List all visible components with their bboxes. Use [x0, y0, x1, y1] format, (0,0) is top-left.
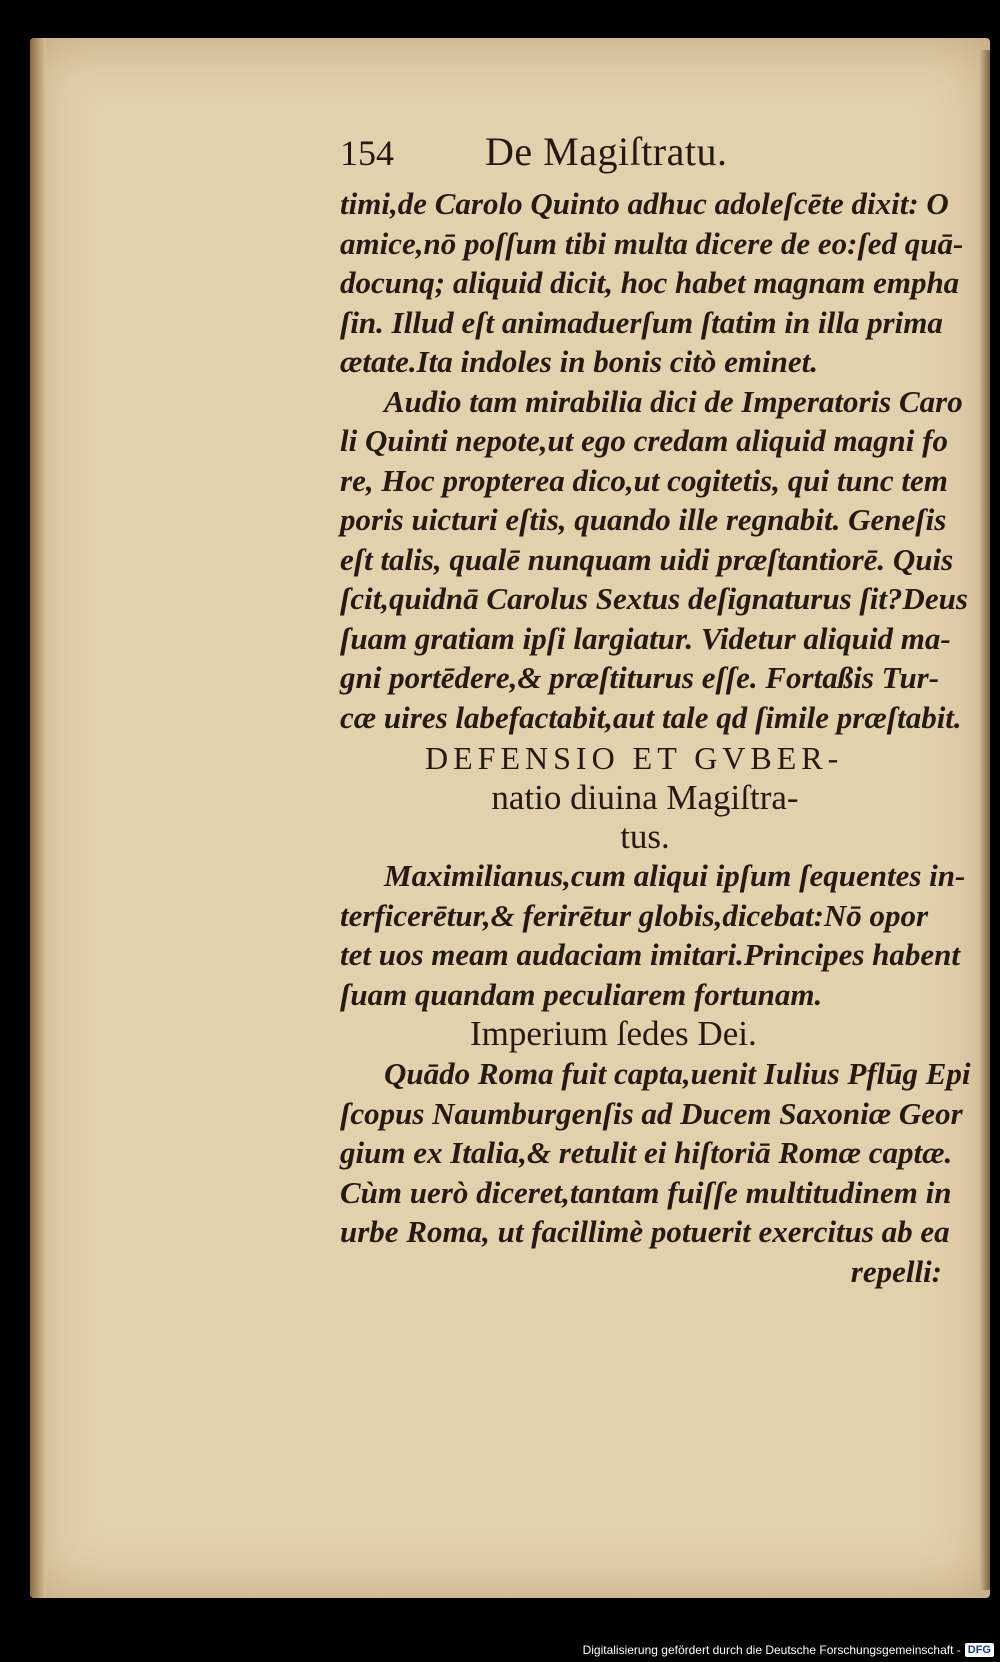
text-line: docunq; aliquid dicit, hoc habet magnam empha [340, 265, 960, 300]
paragraph-2 [340, 382, 980, 738]
text-line: ſcit,quidnā Carolus Sextus deſignaturus ſit?Deus [340, 581, 968, 616]
section-heading-2: Imperium ſedes Dei. [470, 1014, 757, 1053]
heading-line: DEFENSIO ET GVBER- [425, 740, 844, 776]
text-line: tet uos meam audaciam imitari.Principes habent [340, 937, 961, 972]
text-line: Cùm uerò diceret,tantam fuiſſe multitudinem in [340, 1174, 952, 1210]
page-text [340, 128, 980, 1291]
paragraph-4 [340, 1054, 980, 1291]
page-gutter [30, 38, 46, 1598]
page-header [340, 128, 980, 184]
text-line: eſt talis, qualē nunquam uidi præſtantiorē. Quis [340, 541, 954, 577]
text-line: ſin. Illud eſt animaduerſum ſtatim in illa prima [340, 304, 943, 340]
section-heading-1 [340, 739, 980, 856]
text-line: terficerētur,& ferirētur globis,dicebat:Nō opor [340, 897, 929, 933]
paragraph-1 [340, 184, 980, 382]
heading-line: tus. [620, 817, 670, 856]
text-line: poris uicturi eſtis, quando ille regnabit. Geneſis [340, 502, 947, 537]
text-line: ſuam quandam peculiarem fortunam. [340, 976, 823, 1012]
text-line: li Quinti nepote,ut ego credam aliquid magni fo [340, 423, 948, 458]
funding-text: Digitalisierung gefördert durch die Deutsche Forschungsgemeinschaft - [582, 1643, 961, 1657]
text-line: timi,de Carolo Quinto adhuc adoleſcēte dixit: O [340, 186, 949, 221]
page-edge [980, 50, 990, 1590]
funding-footer [583, 1643, 994, 1657]
paragraph-3 [340, 856, 980, 1014]
running-title: De Magiſtratu. [485, 129, 728, 174]
text-line: Quādo Roma fuit capta,uenit Iulius Pflūg Epi [384, 1056, 971, 1091]
text-line: urbe Roma, ut facillimè potuerit exercitus ab ea [340, 1214, 950, 1249]
text-line: ſuam gratiam ipſi largiatur. Videtur aliquid ma- [340, 620, 951, 656]
heading-line: natio diuina Magiſtra- [491, 778, 799, 817]
text-line: gium ex Italia,& retulit ei hiſtoriā Romæ captæ. [340, 1135, 953, 1170]
text-line: cæ uires labefactabit,aut tale qd ſimile præſtabit. [340, 699, 962, 735]
text-line: re, Hoc propterea dico,ut cogitetis, qui tunc tem [340, 462, 948, 498]
text-line: amice,nō poſſum tibi multa dicere de eo:ſed quā- [340, 225, 964, 261]
page-number: 154 [340, 133, 394, 173]
text-line: ſcopus Naumburgenſis ad Ducem Saxoniæ Geor [340, 1095, 963, 1131]
catchword: repelli: [850, 1253, 942, 1289]
text-line: gni portēdere,& præſtiturus eſſe. Fortaßis Tur- [340, 660, 940, 695]
text-line: ætate.Ita indoles in bonis citò eminet. [340, 344, 818, 379]
text-line: Audio tam mirabilia dici de Imperatoris Caro [384, 383, 963, 419]
dfg-logo: DFG [965, 1643, 994, 1657]
text-line: Maximilianus,cum aliqui ipſum ſequentes in- [384, 858, 966, 893]
